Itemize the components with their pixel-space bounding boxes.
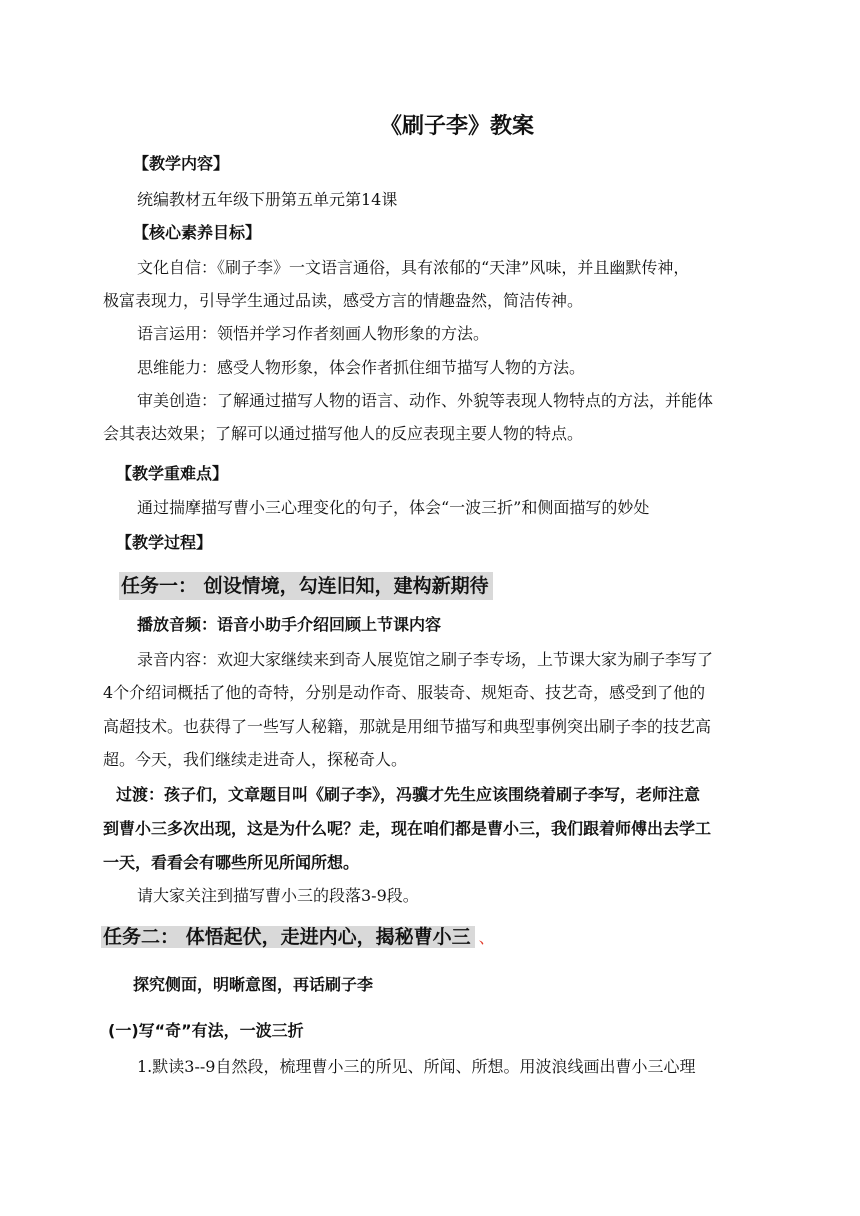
goal1-line2: 极富表现力，引导学生通过品读，感受方言的情趣盎然，简洁传神。 (103, 291, 584, 310)
process-heading: 【教学过程】 (116, 533, 213, 552)
record-line4: 超。今天，我们继续走进奇人，探秘奇人。 (103, 750, 408, 769)
goal1-line1: 文化自信：《刷子李》一文语言通俗，具有浓郁的“天津”风味，并且幽默传神， (137, 258, 690, 277)
explore-heading: 探究侧面，明晰意图，再话刷子李 (133, 975, 374, 994)
document-title: 《刷子李》教案 (380, 114, 535, 139)
transition-line3: 一天，看看会有哪些所见所闻所想。 (103, 853, 360, 872)
record-line1: 录音内容：欢迎大家继续来到奇人展览馆之刷子李专场，上节课大家为刷子李写了 (137, 650, 714, 669)
difficulty-text: 通过揣摩描写曹小三心理变化的句子，体会“一波三折”和侧面描写的妙处 (137, 498, 650, 517)
difficulty-heading: 【教学重难点】 (116, 464, 229, 483)
transition-line1: 过渡：孩子们，文章题目叫《刷子李》，冯骥才先生应该围绕着刷子李写，老师注意 (116, 785, 701, 804)
goal2-text: 语言运用：领悟并学习作者刻画人物形象的方法。 (137, 324, 490, 343)
content-heading: 【教学内容】 (133, 154, 230, 173)
transition-line2: 到曹小三多次出现，这是为什么呢？走，现在咱们都是曹小三，我们跟着师傅出去学工 (103, 819, 712, 838)
sub-heading: (一)写“奇”有法，一波三折 (108, 1021, 304, 1040)
record-line3: 高超技术。也获得了一些写人秘籍，那就是用细节描写和典型事例突出刷子李的技艺高 (103, 717, 712, 736)
audio-heading: 播放音频：语音小助手介绍回顾上节课内容 (137, 615, 442, 634)
task2-heading-row (101, 923, 495, 951)
red-mark: 、 (478, 928, 495, 947)
record-line2: 4个介绍词概括了他的奇特，分别是动作奇、服装奇、规矩奇、技艺奇，感受到了他的 (103, 683, 706, 702)
goal3-text: 思维能力：感受人物形象，体会作者抓住细节描写人物的方法。 (137, 358, 586, 377)
goal4-line1: 审美创造：了解通过描写人物的语言、动作、外貌等表现人物特点的方法，并能体 (137, 391, 714, 410)
focus-text: 请大家关注到描写曹小三的段落3-9段。 (137, 886, 419, 905)
goal4-line2: 会其表达效果；了解可以通过描写他人的反应表现主要人物的特点。 (103, 424, 584, 443)
task1-heading: 任务一： 创设情境，勾连旧知，建构新期待 (119, 572, 493, 600)
task2-heading: 任务二： 体悟起伏，走进内心，揭秘曹小三 (101, 926, 475, 948)
step1-text: 1.默读3--9自然段，梳理曹小三的所见、所闻、所想。用波浪线画出曹小三心理 (137, 1057, 696, 1076)
content-text: 统编教材五年级下册第五单元第14课 (137, 190, 398, 209)
goals-heading: 【核心素养目标】 (133, 223, 262, 242)
